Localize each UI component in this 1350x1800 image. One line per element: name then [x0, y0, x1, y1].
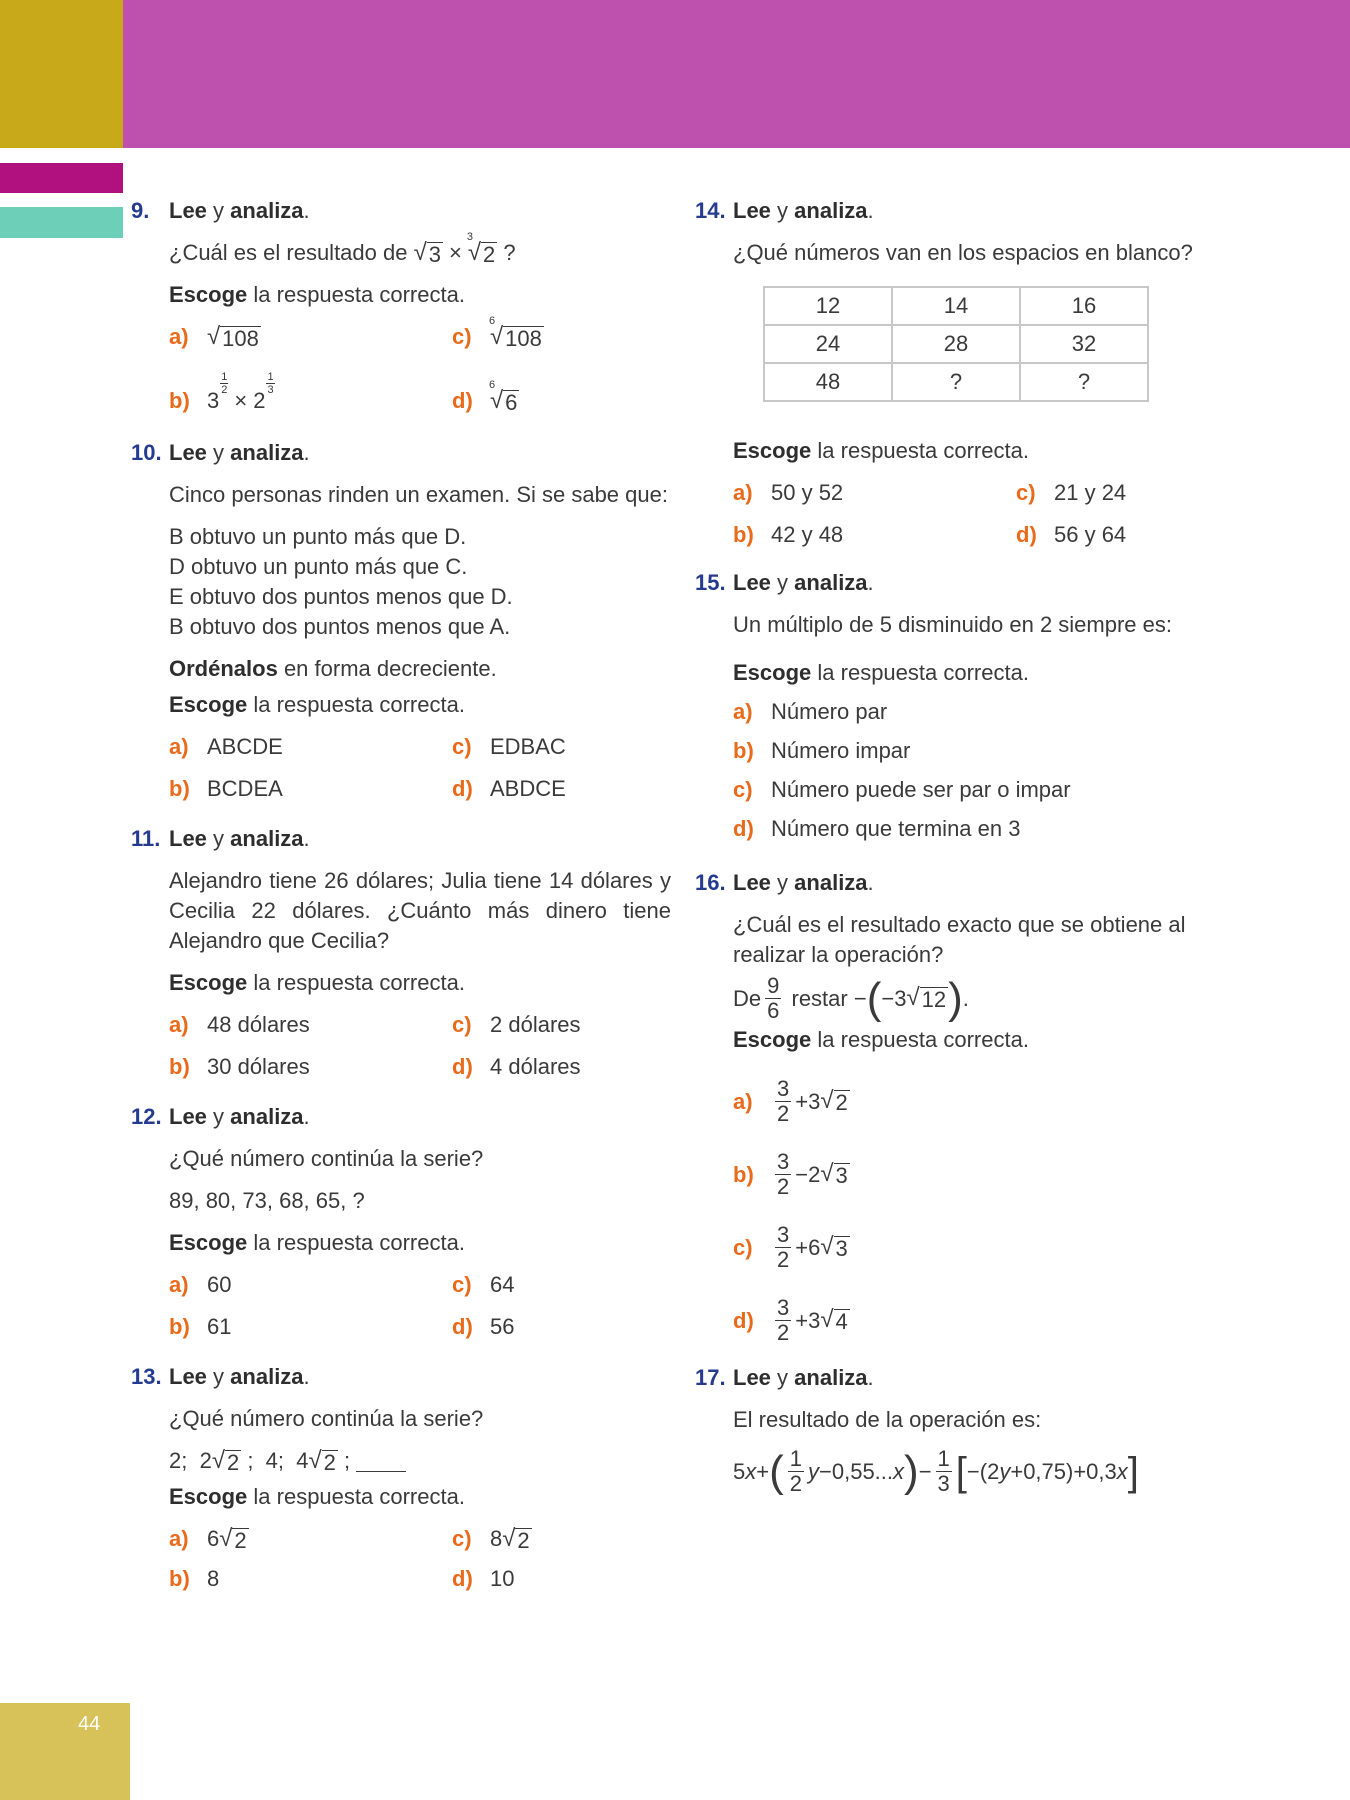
question-prompt: ¿Qué números van en los espacios en blanco? — [733, 240, 1193, 265]
side-stripe-magenta — [0, 163, 123, 193]
options — [169, 732, 671, 804]
option-c[interactable]: c) 21 y 24 — [1016, 480, 1127, 505]
table-row — [764, 363, 1148, 401]
choose-instruction: Escoge la respuesta correcta. — [733, 660, 1029, 685]
table-cell: 12 — [764, 287, 892, 325]
question-prompt: ¿Qué número continúa la serie? — [169, 1406, 484, 1431]
question-number: 11. — [131, 826, 161, 851]
question-number: 16. — [695, 870, 726, 895]
question-14 — [695, 196, 1215, 550]
choose-instruction: Escoge la respuesta correcta. — [733, 438, 1029, 463]
question-number: 12. — [131, 1104, 162, 1129]
question-prompt: ¿Qué número continúa la serie? — [169, 1146, 484, 1171]
question-instruction: Lee y analiza. — [733, 198, 874, 223]
side-stripe-teal — [0, 207, 123, 238]
question-17 — [695, 1363, 1215, 1496]
question-instruction: Lee y analiza. — [733, 1365, 874, 1390]
operation-expression: 5 x + ( $\frac{1}{2}$ y −0,55... x ) − $\frac{1}{3}$ [ −(2 y +0,75)+0,3 x ] — [733, 1446, 1139, 1496]
option-a[interactable]: a) 60 — [169, 1272, 232, 1297]
question-13 — [131, 1362, 671, 1594]
question-instruction: Lee y analiza. — [169, 440, 310, 465]
question-15 — [695, 568, 1215, 844]
option-b[interactable]: b) BCDEA — [169, 776, 283, 801]
table-cell: 24 — [764, 325, 892, 363]
question-prompt: ¿Cuál es el resultado exacto que se obtiene al realizar la operación? — [733, 912, 1186, 967]
option-d[interactable]: d) 56 y 64 — [1016, 522, 1127, 547]
table-cell: ? — [892, 363, 1020, 401]
table-cell: 32 — [1020, 325, 1148, 363]
option-d[interactable]: d) 10 — [452, 1566, 515, 1591]
question-text: Alejandro tiene 26 dólares; Julia tiene 14 dólares y Cecilia 22 dólares. ¿Cuánto más dinero tiene Alejandro que Cecilia? — [169, 868, 671, 953]
option-c[interactable]: c) 64 — [452, 1272, 515, 1297]
question-instruction: Lee y analiza. — [169, 198, 310, 223]
question-number: 15. — [695, 570, 726, 595]
option-b[interactable]: b) $\frac{3}{2}$ −2 √ 3 — [733, 1149, 848, 1199]
options — [733, 1077, 1215, 1345]
option-c[interactable]: c) EDBAC — [452, 734, 566, 759]
question-instruction: Lee y analiza. — [733, 570, 874, 595]
fact-line: B obtuvo un punto más que D. — [169, 524, 467, 549]
question-instruction: Lee y analiza. — [169, 826, 310, 851]
question-prompt: Un múltiplo de 5 disminuido en 2 siempre es: — [733, 612, 1173, 637]
choose-instruction: Escoge la respuesta correcta. — [169, 1230, 465, 1255]
option-d[interactable]: d) $\frac{3}{2}$ +3 √ 4 — [733, 1295, 848, 1345]
question-instruction: Lee y analiza. — [733, 870, 874, 895]
question-prompt: El resultado de la operación es: — [733, 1407, 1042, 1432]
choose-instruction: Escoge la respuesta correcta. — [169, 692, 465, 717]
option-b[interactable]: b) Número impar — [733, 738, 911, 763]
question-instruction: Lee y analiza. — [169, 1364, 310, 1389]
table-cell: ? — [1020, 363, 1148, 401]
options — [169, 1524, 671, 1594]
footer-gold-block — [0, 1703, 130, 1800]
question-number: 17. — [695, 1365, 726, 1390]
page-number: 44 — [78, 1713, 101, 1735]
header-magenta-band — [123, 0, 1350, 148]
number-series: 89, 80, 73, 68, 65, ? — [169, 1188, 365, 1213]
order-instruction: Ordénalos en forma decreciente. — [169, 656, 497, 681]
table-cell: 14 — [892, 287, 1020, 325]
fact-line: E obtuvo dos puntos menos que D. — [169, 584, 513, 609]
option-d[interactable]: d) 56 — [452, 1314, 515, 1339]
choose-instruction: Escoge la respuesta correcta. — [169, 970, 465, 995]
options — [169, 1270, 671, 1342]
question-number: 10. — [131, 440, 162, 465]
question-number: 9. — [131, 198, 150, 223]
question-number: 14. — [695, 198, 726, 223]
table-cell: 16 — [1020, 287, 1148, 325]
answer-blank[interactable] — [356, 1450, 406, 1472]
option-b[interactable]: b) 42 y 48 — [733, 522, 844, 547]
table-row — [764, 287, 1148, 325]
options — [733, 478, 1215, 550]
option-c[interactable]: c) 6 √ 108 — [452, 314, 542, 351]
number-table — [763, 286, 1149, 402]
question-12 — [131, 1102, 671, 1342]
number-series: 2; 2 √ 2 ; 4; 4 √ 2 ; — [169, 1446, 671, 1476]
options — [733, 697, 1215, 844]
option-d[interactable]: d) 4 dólares — [452, 1054, 581, 1079]
choose-instruction: Escoge la respuesta correcta. — [169, 282, 465, 307]
table-row — [764, 325, 1148, 363]
option-c[interactable]: c) Número puede ser par o impar — [733, 777, 1071, 802]
option-a[interactable]: a) 48 dólares — [169, 1012, 310, 1037]
question-prompt: ¿Cuál es el resultado de √ 3 × 3 √ 2 ? — [169, 230, 516, 267]
option-b[interactable]: b) 30 dólares — [169, 1054, 310, 1079]
fact-line: D obtuvo un punto más que C. — [169, 554, 468, 579]
question-intro: Cinco personas rinden un examen. Si se sabe que: — [169, 482, 668, 507]
left-column — [131, 196, 671, 1594]
option-b[interactable]: b) 3 $\frac{1}{2}$ × 2 1 3 — [169, 370, 274, 413]
fact-line: B obtuvo dos puntos menos que A. — [169, 614, 511, 639]
question-11 — [131, 824, 671, 1082]
option-b[interactable]: b) 61 — [169, 1314, 232, 1339]
option-d[interactable]: d) ABDCE — [452, 776, 566, 801]
table-cell: 28 — [892, 325, 1020, 363]
question-10 — [131, 438, 671, 804]
option-a[interactable]: a) 50 y 52 — [733, 480, 844, 505]
right-column — [695, 196, 1215, 1496]
choose-instruction: Escoge la respuesta correcta. — [733, 1027, 1029, 1052]
question-number: 13. — [131, 1364, 162, 1389]
option-a[interactable]: a) 6 √ 2 — [169, 1524, 247, 1553]
choose-instruction: Escoge la respuesta correcta. — [169, 1484, 465, 1509]
option-d[interactable]: d) 6 √ 6 — [452, 378, 518, 415]
option-a[interactable]: a) $\frac{3}{2}$ +3 √ 2 — [733, 1076, 848, 1126]
option-a[interactable]: a) Número par — [733, 699, 888, 724]
table-cell: 48 — [764, 363, 892, 401]
option-c[interactable]: c) 2 dólares — [452, 1012, 581, 1037]
option-c[interactable]: c) $\frac{3}{2}$ +6 √ 3 — [733, 1222, 848, 1272]
option-b[interactable]: b) 8 — [169, 1566, 220, 1591]
facts-list — [169, 522, 671, 642]
question-instruction: Lee y analiza. — [169, 1104, 310, 1129]
option-c[interactable]: c) 8 √ 2 — [452, 1524, 530, 1553]
question-9 — [131, 196, 671, 416]
option-a[interactable]: a) ABCDE — [169, 734, 283, 759]
option-a[interactable]: a) √ 108 — [169, 322, 259, 351]
operation-expression: De $\frac{9}{6}$ restar − ( −3 √ 12 ) . — [733, 973, 969, 1023]
question-16 — [695, 868, 1215, 1345]
options — [169, 1010, 671, 1082]
options — [169, 314, 671, 416]
option-d[interactable]: d) Número que termina en 3 — [733, 816, 1021, 841]
header-gold-block — [0, 0, 123, 148]
